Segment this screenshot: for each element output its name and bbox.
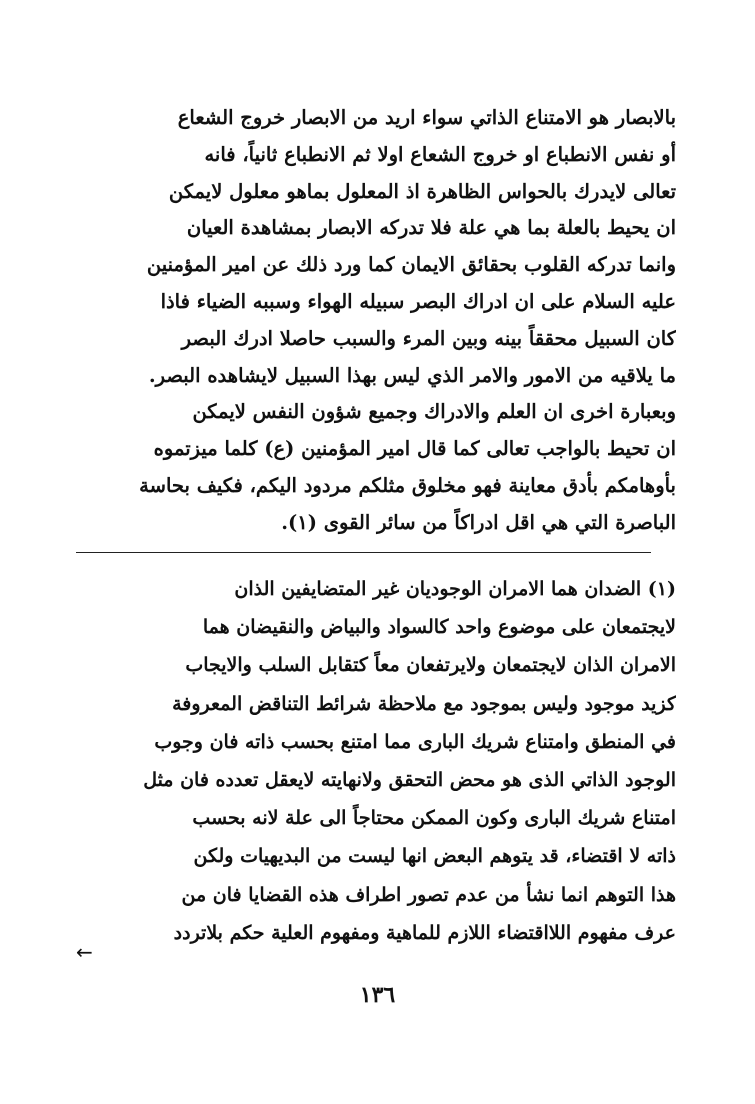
text-line: وانما تدركه القلوب بحقائق الايمان كما ورد ذلك عن امير المؤمنين [146,253,676,277]
text-line: تعالى لايدرك بالحواس الظاهرة اذ المعلول بماهو معلول لايمكن [168,179,676,203]
main-text [76,100,676,542]
footnote-line: الوجود الذاتي الذى هو محض التحقق ولانهايته لايعقل تعدده فان مثل [143,769,676,792]
continuation-arrow-icon: ← [76,940,93,964]
text-line: ان تحيط بالواجب تعالى كما قال امير المؤمنين (ع) كلما ميزتموه [153,437,676,461]
text-line: بالابصار هو الامتناع الذاتي سواء اريد من الابصار خروج الشعاع [177,106,676,129]
footnote-line: هذا التوهم انما نشأ من عدم تصور اطراف هذه القضايا فان من [181,883,676,906]
footnote-line: في المنطق وامتناع شريك البارى مما امتنع بحسب ذاته فان وجوب [154,730,676,753]
footnote-line: الامران الذان لايجتمعان ولايرتفعان معاً كتقابل السلب والايجاب [185,654,676,677]
text-line: بأوهامكم بأدق معاينة فهو مخلوق مثلكم مردود اليكم، فكيف بحاسة [139,473,676,497]
text-line: الباصرة التي هي اقل ادراكاً من سائر القوى (١). [281,510,676,534]
footnote [76,570,676,952]
text-line: عليه السلام على ان ادراك البصر سبيله الهواء وسببه الضياء فاذا [160,289,676,313]
footnote-line: ذاته لا اقتضاء، قد يتوهم البعض انها ليست من البديهيات ولكن [193,845,676,868]
footnote-line: لايجتمعان على موضوع واحد كالسواد والبياض والنقيضان هما [202,616,676,639]
text-line: كان السبيل محققاً بينه وبين المرء والسبب حاصلا ادرك البصر [181,326,676,350]
text-line: وبعبارة اخرى ان العلم والادراك وجميع شؤون النفس لايمكن [192,400,676,424]
footnote-line: عرف مفهوم اللااقتضاء اللازم للماهية ومفهوم العلية حكم بلاتردد [173,921,676,944]
text-line: ما يلاقيه من الامور والامر الذي ليس بهذا السبيل لايشاهده البصر. [148,363,676,387]
footnote-line: امتناع شريك البارى وكون الممكن محتاجاً الى علة لانه بحسب [192,807,676,830]
footnote-divider [76,552,651,553]
page-number: ١٣٦ [359,982,396,1008]
footnote-line: (١) الضدان هما الامران الوجوديان غير المتضايفين الذان [234,578,676,600]
footnote-line: كزيد موجود وليس بموجود مع ملاحظة شرائط التناقض المعروفة [172,692,676,715]
text-line: ان يحيط بالعلة بما هي علة فلا تدركه الابصار بمشاهدة العيان [186,216,676,240]
text-line: أو نفس الانطباع او خروج الشعاع اولا ثم الانطباع ثانياً، فانه [204,142,676,166]
